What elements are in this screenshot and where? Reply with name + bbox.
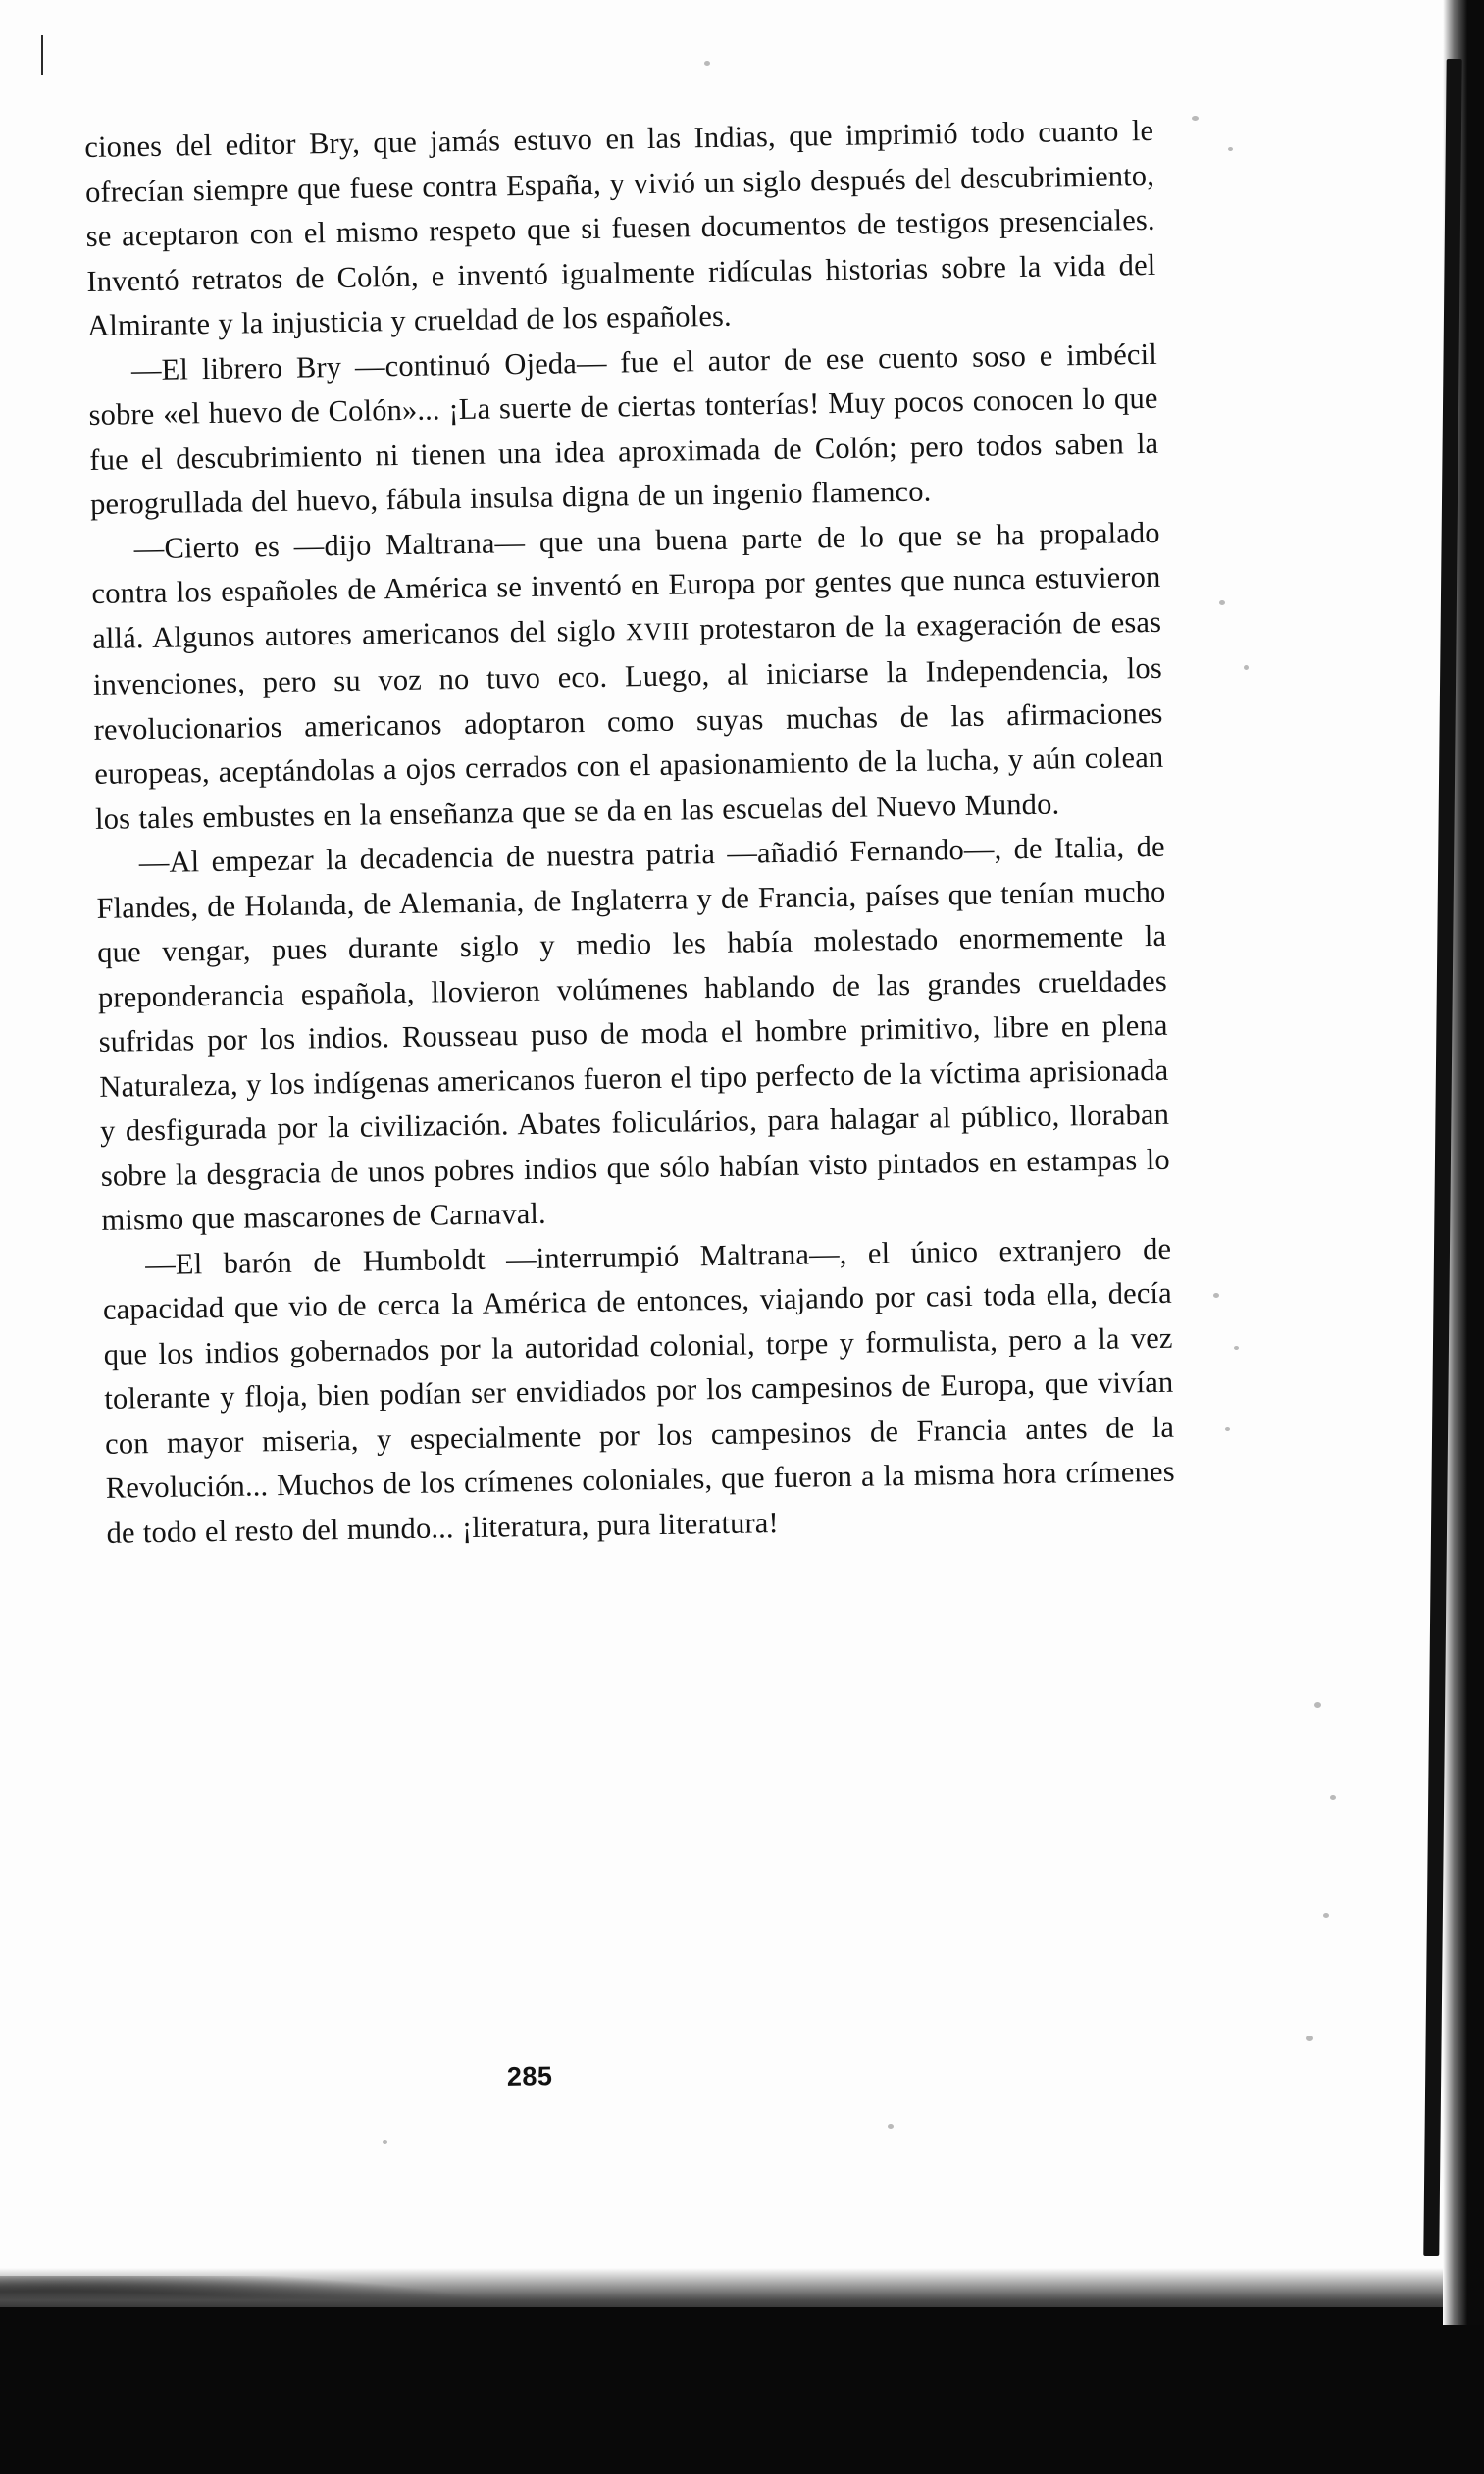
scan-speck (1213, 1293, 1219, 1298)
scan-speck (888, 2124, 894, 2129)
scan-speck (1234, 1346, 1239, 1350)
scan-speck (1192, 116, 1199, 121)
scan-edge-bottom (0, 2307, 1484, 2474)
scan-shadow-bottom-fade (0, 2268, 1484, 2327)
scan-shadow-bottom-curve (0, 2276, 549, 2345)
paragraph-segment: protestaron de la exageración de esas invenciones, pero su voz no tuvo eco. Luego, al iniciarse la Independencia, los revolucionarios americanos adoptaron como suyas muchas de las afirmaciones europeas, aceptándolas a ojos cerrados con el apasionamiento de la lucha, y aún colean los tales embustes en la enseñanza que se da en las escuelas del Nuevo Mundo. (92, 604, 1164, 836)
scan-speck (1330, 1795, 1336, 1800)
paragraph-segment: —Cierto es —dijo Maltrana— que una buena parte de lo que se ha propalado contra los españoles de América se inventó en Europa por gentes que nunca estuvieron allá. Algunos autores americanos del siglo (91, 515, 1161, 655)
scan-speck (1219, 600, 1225, 605)
paragraph: —Al empezar la decadencia de nuestra patria —añadió Fernando—, de Italia, de Flandes, de Holanda, de Alemania, de Inglaterra y de Francia, países que tenían mucho que vengar, pues durante siglo y medio les había molestado enormemente la preponderancia española, llovieron volúmenes hablando de las grandes crueldades sufridas por los indios. Rousseau puso de moda el hombre primitivo, libre en plena Naturaleza, y los indígenas americanos fueron el tipo perfecto de la víctima aprisionada y desfigurada por la civilización. Abates foliculários, para halagar al público, lloraban sobre la desgracia de unos pobres indios que sólo habían visto pintados en estampas lo mismo que mascarones de Carnaval. (96, 829, 1170, 1237)
scan-edge-right-spine (1423, 59, 1461, 2256)
paragraph: ciones del editor Bry, que jamás estuvo en las Indias, que imprimió todo cuanto le ofrecían siempre que fuese contra España, y vivió un siglo después del descubrimiento, se aceptaron con el mismo respeto que si fuesen documentos de testigos presenciales. Inventó retratos de Colón, e inventó igualmente ridículas historias sobre la vida del Almirante y la injusticia y crueldad de los españoles. (84, 113, 1156, 342)
scan-edge-right (1443, 0, 1484, 2325)
scan-speck (1228, 147, 1233, 151)
page-text-body (84, 109, 1176, 1556)
scan-edge-mark-left (41, 35, 43, 75)
page-number: 285 (506, 2061, 553, 2091)
scan-speck (1306, 2036, 1313, 2041)
scan-speck (1244, 665, 1249, 670)
paragraph: —El librero Bry —continuó Ojeda— fue el autor de ese cuento soso e imbécil sobre «el huevo de Colón»... ¡La suerte de ciertas tonterías! Muy pocos conocen lo que fue el descubrimiento ni tienen una idea aproximada de Colón; pero todos saben la perogrullada del huevo, fábula insulsa digna de un ingenio flamenco. (88, 336, 1159, 521)
scan-speck (1314, 1702, 1321, 1708)
scan-speck (1225, 1427, 1230, 1431)
scan-speck (1323, 1913, 1329, 1918)
roman-numeral-century: XVIII (625, 617, 691, 645)
paragraph (90, 510, 1164, 842)
scan-speck (704, 61, 710, 66)
paragraph: —El barón de Humboldt —interrumpió Maltrana—, el único extranjero de capacidad que vio de cerca la América de entonces, viajando por casi toda ella, decía que los indios gobernados por la autoridad colonial, torpe y formulista, pero a la vez tolerante y floja, bien podían ser envidiados por los campesinos de Europa, que vivían con mayor miseria, y especialmente por los campesinos de Francia antes de la Revolución... Muchos de los crímenes coloniales, que fueron a la misma hora crímenes de todo el resto del mundo... ¡literatura, pura literatura! (102, 1231, 1175, 1550)
scan-speck (383, 2140, 387, 2144)
